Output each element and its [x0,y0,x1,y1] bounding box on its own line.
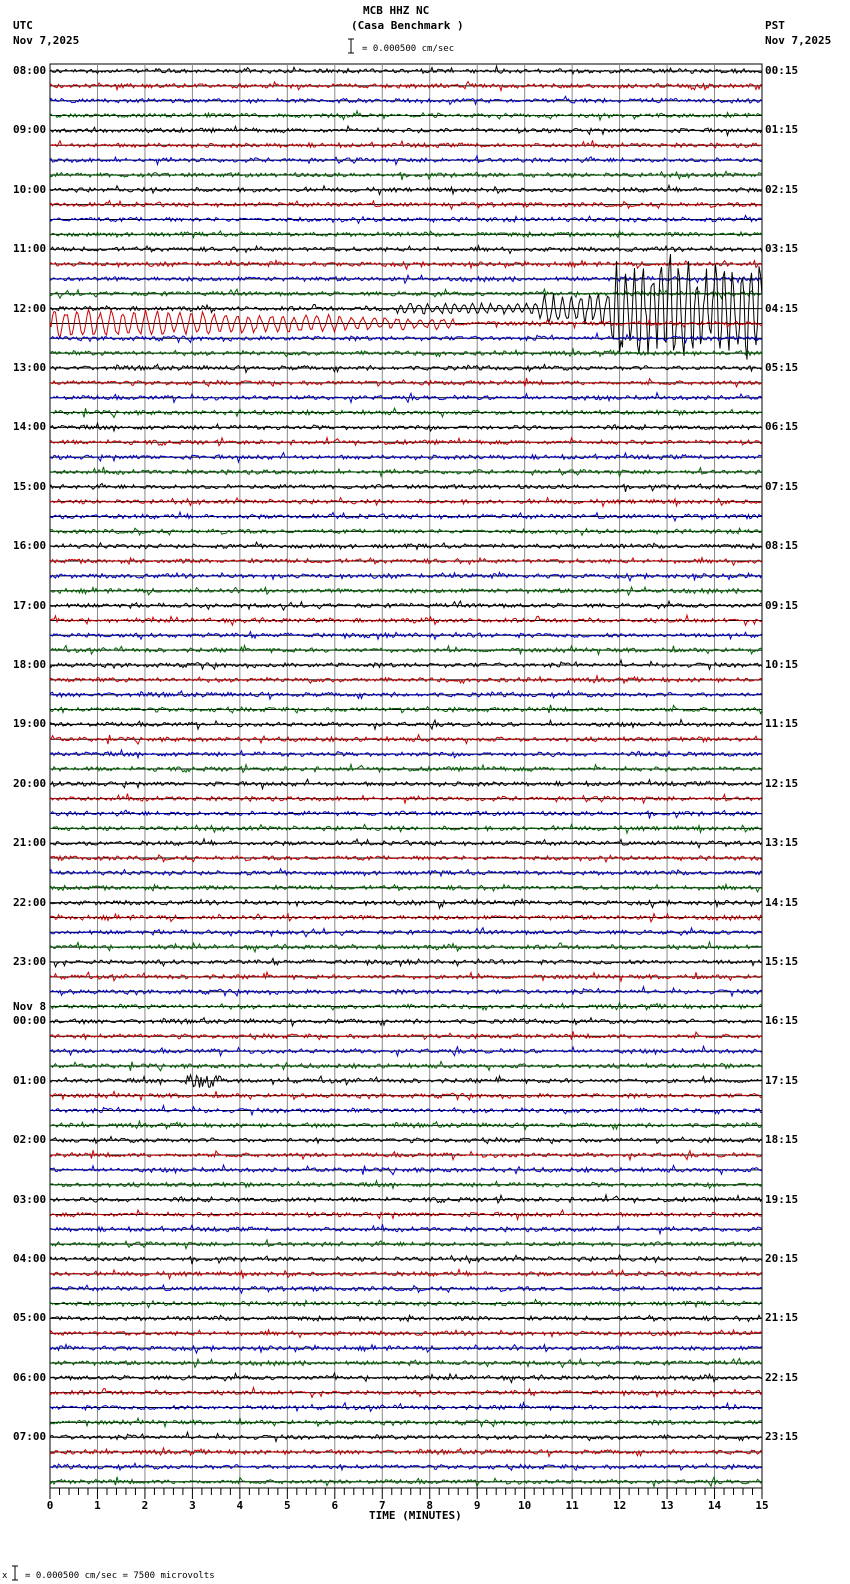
pst-hour-label: 16:15 [765,1014,799,1028]
x-tick-label: 0 [46,1499,54,1512]
seismic-trace [50,254,762,360]
x-tick-label: 4 [236,1499,244,1512]
seismic-trace [50,467,762,477]
seismic-trace [50,1091,762,1100]
utc-hour-label: 17:00 [13,598,47,612]
left-timezone: UTC [13,19,33,32]
x-tick-label: 15 [755,1499,769,1512]
utc-hour-label: 03:00 [13,1192,47,1206]
utc-hour-label: 16:00 [13,539,47,553]
pst-hour-label: 15:15 [765,955,799,968]
seismic-trace [50,720,762,730]
right-date: Nov 7,2025 [765,34,832,47]
scale-text: = 0.000500 cm/sec [362,44,455,54]
x-tick-label: 13 [660,1499,674,1512]
x-tick-label: 3 [189,1499,196,1512]
x-tick-label: 1 [94,1499,101,1512]
pst-hour-label: 09:15 [765,598,799,612]
pst-hour-label: 07:15 [765,479,799,493]
x-tick-label: 8 [426,1499,434,1512]
pst-hour-label: 20:15 [765,1252,799,1265]
utc-hour-label: 11:00 [13,242,47,256]
station-subtitle: (Casa Benchmark ) [351,19,464,32]
x-tick-label: 6 [331,1499,339,1512]
utc-hour-label: 14:00 [13,420,47,434]
pst-hour-label: 06:15 [765,420,799,434]
utc-hour-label: 07:00 [13,1430,47,1444]
seismic-trace [50,289,762,298]
right-timezone: PST [765,19,785,32]
pst-hour-label: 19:15 [765,1192,799,1206]
utc-hour-label: 21:00 [13,836,47,850]
utc-hour-label: 22:00 [13,895,47,909]
seismic-trace [50,140,762,148]
left-date: Nov 7,2025 [13,34,80,47]
seismic-trace [50,66,762,74]
seismic-trace [50,1031,762,1039]
seismic-trace [50,438,762,446]
seismic-trace [50,231,762,238]
seismic-trace [50,572,762,581]
seismic-trace [50,958,762,967]
seismic-trace [50,558,762,566]
footer-scale-text: = 0.000500 cm/sec = 7500 microvolts [25,1571,215,1581]
seismic-trace [50,764,762,772]
utc-hour-label: 02:00 [13,1133,47,1147]
seismic-trace [50,676,762,684]
x-tick-label: 7 [378,1499,386,1512]
pst-hour-label: 00:15 [765,64,799,77]
footer-scale-bar-icon [11,1565,19,1581]
pst-hour-label: 05:15 [765,361,799,374]
seismic-trace [50,512,762,521]
seismic-trace [50,171,762,180]
x-tick-label: 5 [284,1499,291,1512]
pst-hour-label: 12:15 [765,776,799,790]
seismic-trace [50,378,762,387]
seismic-trace [50,824,762,833]
seismic-trace [50,1075,762,1088]
x-tick-label: 10 [518,1499,532,1512]
utc-hour-label: 04:00 [13,1252,47,1265]
utc-hour-label: 01:00 [13,1073,47,1087]
seismic-trace [50,484,762,492]
seismic-trace [50,260,762,269]
pst-hour-label: 01:15 [765,123,799,137]
pst-hour-label: 10:15 [765,658,799,671]
pst-hour-label: 04:15 [765,301,799,315]
utc-date-label: Nov 8 [13,1000,47,1014]
utc-hour-label: 13:00 [13,361,47,374]
seismic-trace [50,1345,762,1354]
utc-hour-label: 15:00 [13,479,47,493]
pst-hour-label: 18:15 [765,1133,799,1147]
seismic-trace [50,498,762,507]
utc-hour-label: 12:00 [13,301,47,315]
utc-hour-label: 09:00 [13,123,47,137]
utc-hour-label: 19:00 [13,717,47,731]
x-tick-label: 14 [707,1499,722,1512]
station-title: MCB HHZ NC [363,4,430,17]
utc-hour-label: 10:00 [13,182,47,196]
x-axis-label: TIME (MINUTES) [369,1509,462,1522]
pst-hour-label: 23:15 [765,1430,799,1444]
utc-hour-label: 18:00 [13,658,47,671]
pst-hour-label: 14:15 [765,895,799,909]
utc-hour-label: 23:00 [13,955,47,968]
x-tick-label: 12 [612,1499,627,1512]
seismic-trace [50,1255,762,1264]
seismic-trace [50,1062,762,1071]
footer-marker: x [2,1571,8,1581]
x-tick-label: 2 [141,1499,149,1512]
seismic-trace [50,1195,762,1203]
seismic-trace [50,899,762,908]
utc-hour-label: 05:00 [13,1311,47,1325]
x-tick-label: 9 [473,1499,481,1512]
utc-hour-label: 06:00 [13,1370,47,1384]
utc-hour-label: 00:00 [13,1014,47,1028]
pst-hour-label: 11:15 [765,717,799,731]
pst-hour-label: 17:15 [765,1073,799,1087]
pst-hour-label: 02:15 [765,182,799,196]
pst-hour-label: 21:15 [765,1311,799,1325]
seismic-trace [50,453,762,463]
x-tick-label: 11 [565,1499,579,1512]
seismic-trace [50,810,762,818]
pst-hour-label: 22:15 [765,1370,799,1384]
utc-hour-label: 08:00 [13,64,47,77]
pst-hour-label: 03:15 [765,242,799,256]
seismic-trace [50,528,762,535]
pst-hour-label: 13:15 [765,836,799,850]
pst-hour-label: 08:15 [765,539,799,553]
utc-hour-label: 20:00 [13,776,47,790]
